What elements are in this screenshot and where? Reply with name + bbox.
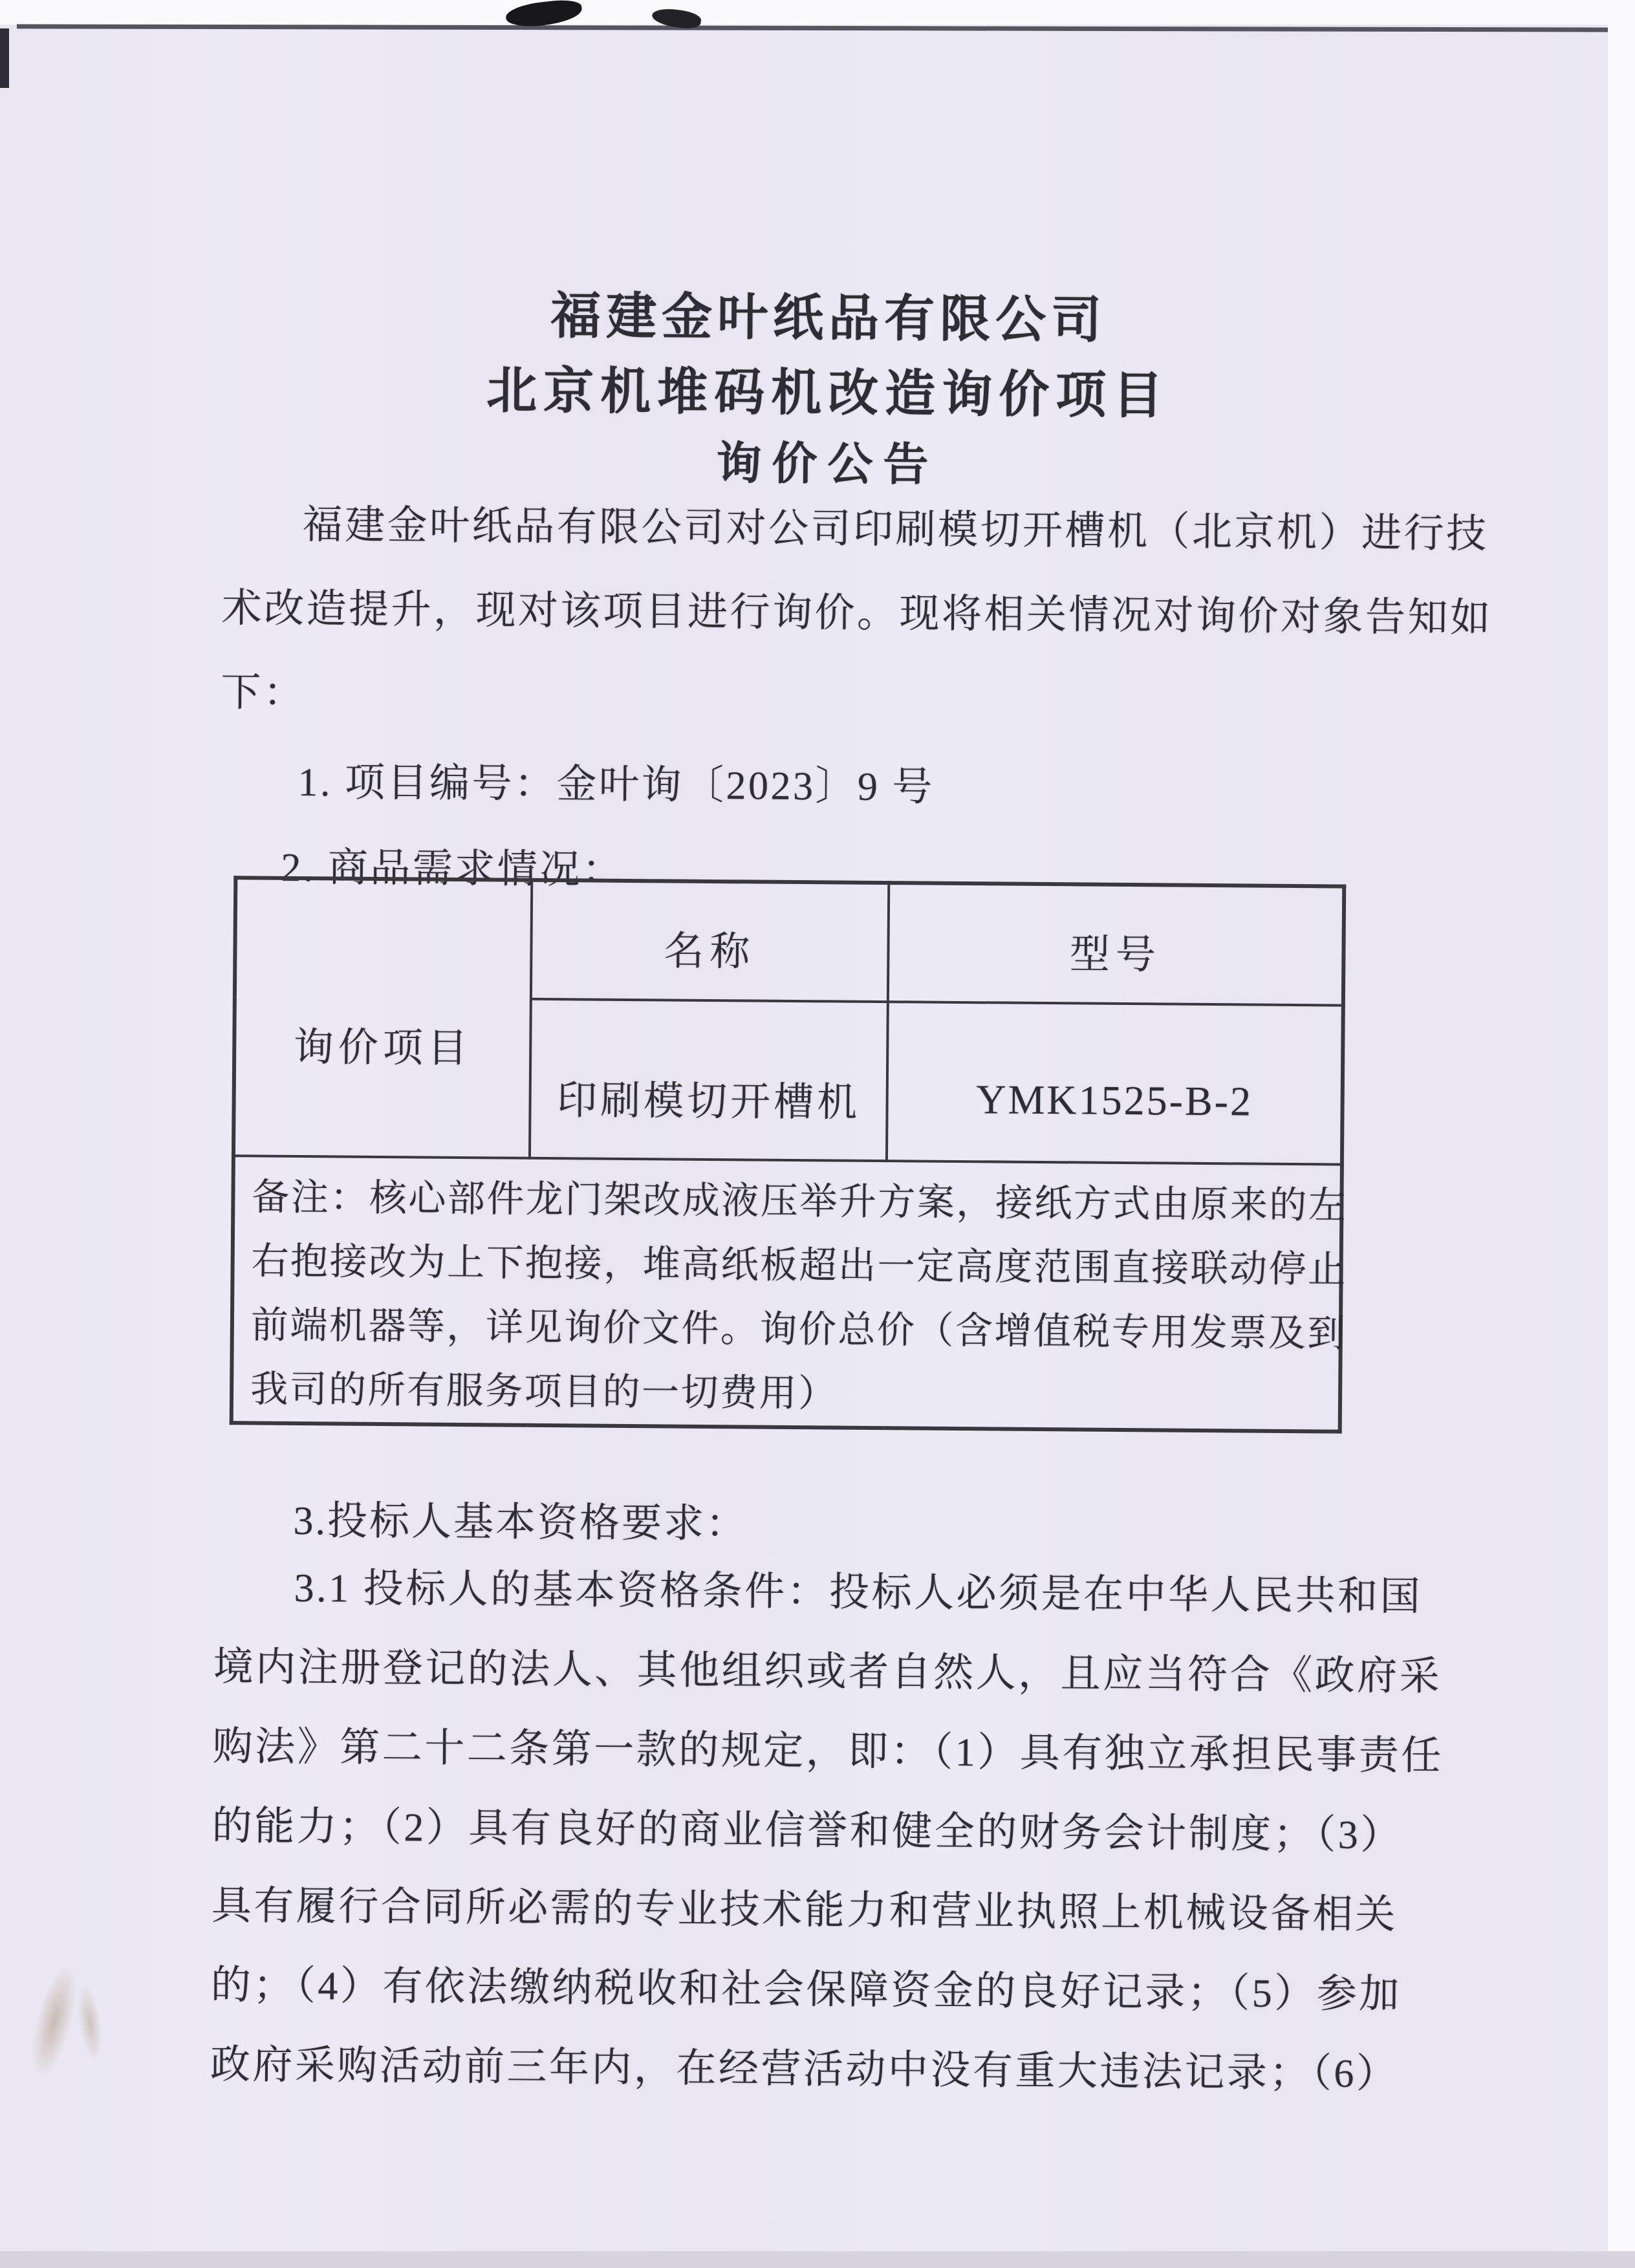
section3-line: 3.1 投标人的基本资格条件：投标人必须是在中华人民共和国 bbox=[294, 1566, 1423, 1619]
scan-artifact-corner bbox=[0, 28, 9, 88]
table-header-row bbox=[235, 878, 1344, 1005]
item-product-demand: 2. 商品需求情况： bbox=[281, 845, 625, 892]
remarks-line: 备注：核心部件龙门架改成液压举升方案，接纸方式由原来的左 bbox=[252, 1176, 1348, 1227]
section3-heading: 3.投标人基本资格要求： bbox=[293, 1498, 748, 1547]
section3-line: 政府采购活动前三年内，在经营活动中没有重大违法记录；（6） bbox=[210, 2042, 1399, 2097]
remarks-line: 右抱接改为上下抱接，堆高纸板超出一定高度范围直接联动停止 bbox=[251, 1240, 1347, 1291]
table-cell-model-header: 型号 bbox=[888, 883, 1344, 1006]
remarks-line: 前端机器等，详见询价文件。询价总价（含增值税专用发票及到 bbox=[250, 1304, 1347, 1355]
item-project-number: 1. 项目编号：金叶询〔2023〕9 号 bbox=[298, 760, 935, 810]
section3-line: 具有履行合同所必需的专业技术能力和营业执照上机械设备相关 bbox=[211, 1883, 1398, 1938]
intro-line: 术改造提升，现对该项目进行询价。现将相关情况对询价对象告知如 bbox=[221, 587, 1493, 641]
intro-paragraph bbox=[221, 482, 1493, 744]
product-demand-table bbox=[230, 876, 1347, 1433]
section3-paragraph bbox=[210, 1548, 1444, 2115]
document-title-company: 福建金叶纸品有限公司 bbox=[550, 287, 1107, 349]
table-cell-name-value: 印刷模切开槽机 bbox=[530, 999, 888, 1161]
scanner-top-margin bbox=[0, 0, 1635, 25]
remarks-line: 我司的所有服务项目的一切费用） bbox=[250, 1368, 838, 1415]
section3-line: 境内注册登记的法人、其他组织或者自然人，且应当符合《政府采 bbox=[213, 1645, 1442, 1699]
section3-line: 的能力；（2）具有良好的商业信誉和健全的财务会计制度；（3） bbox=[211, 1804, 1403, 1858]
document-subtitle-announcement: 询价公告 bbox=[716, 439, 939, 491]
scanner-right-margin bbox=[1608, 0, 1635, 2268]
scanner-bottom-edge bbox=[0, 2251, 1635, 2268]
table-cell-model-value: YMK1525-B-2 bbox=[887, 1002, 1343, 1165]
intro-line: 福建金叶纸品有限公司对公司印刷模切开槽机（北京机）进行技 bbox=[302, 502, 1489, 557]
section3-line: 购法》第二十二条第一款的规定，即：（1）具有独立承担民事责任 bbox=[212, 1724, 1444, 1778]
table-remarks-row bbox=[232, 1156, 1342, 1431]
table-cell-remarks bbox=[232, 1156, 1348, 1431]
section3-line: 的；（4）有依法缴纳税收和社会保障资金的良好记录；（5）参加 bbox=[210, 1963, 1402, 2017]
table-cell-inquiry-item: 询价项目 bbox=[233, 878, 532, 1158]
table-cell-name-header: 名称 bbox=[531, 880, 889, 1002]
intro-line: 下： bbox=[221, 671, 306, 716]
document-title-project: 北京机堆码机改造询价项目 bbox=[486, 362, 1170, 424]
